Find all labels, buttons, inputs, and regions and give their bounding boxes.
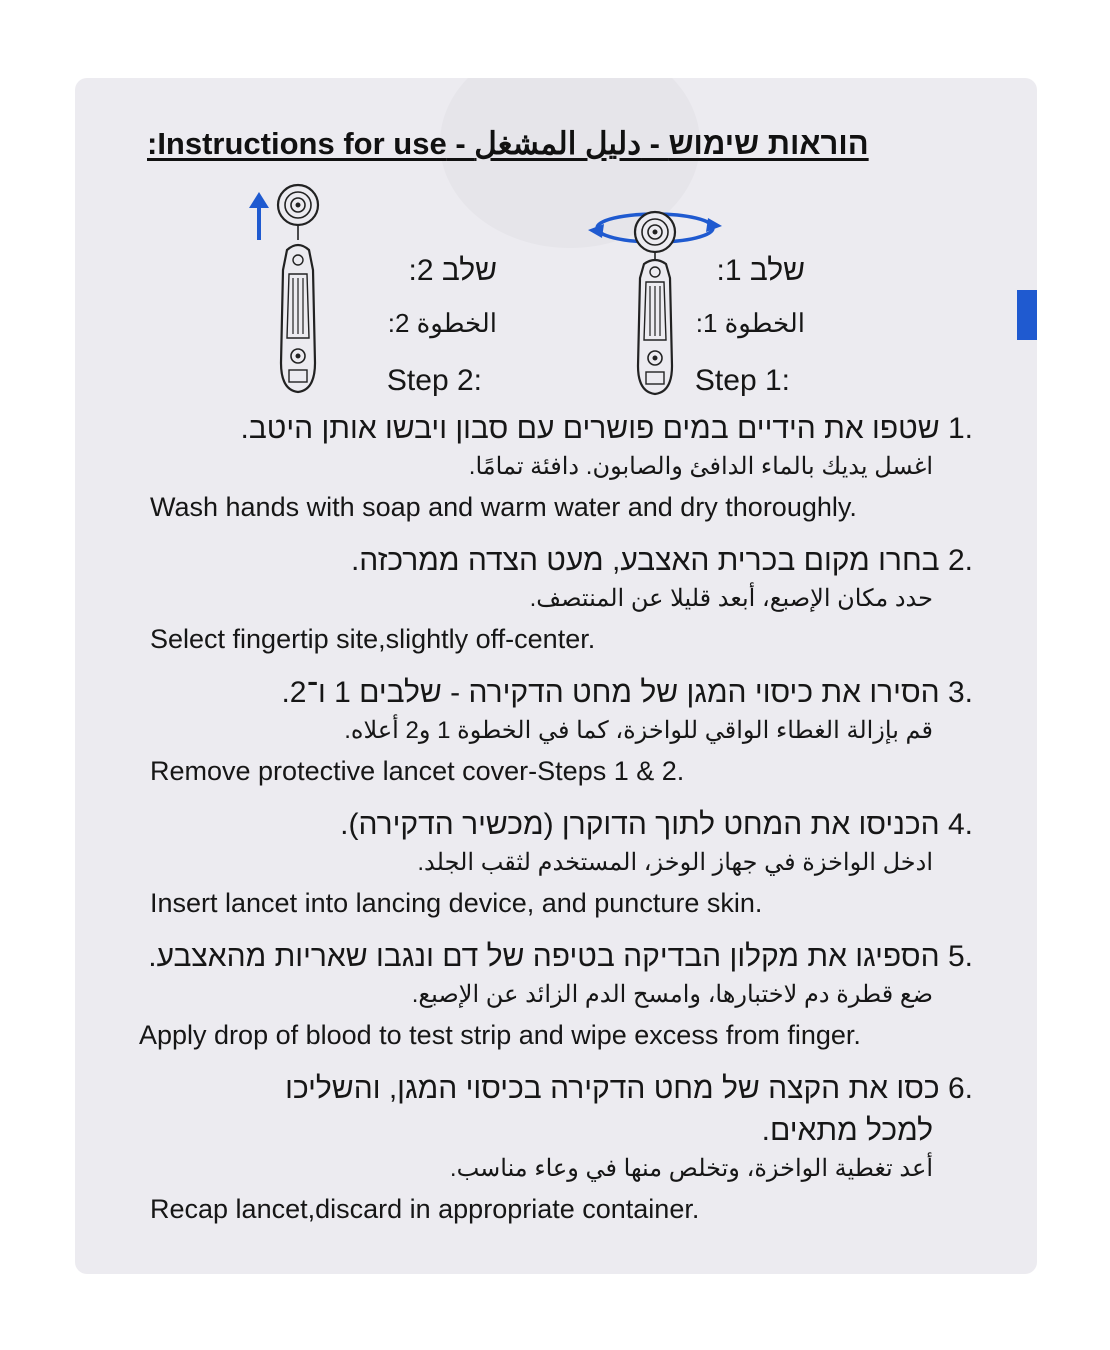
step2-english-label: :Step 2	[386, 364, 482, 397]
blue-edge-tab	[1017, 290, 1037, 340]
step-english: Wash hands with soap and warm water and dry thoroughly.	[150, 492, 857, 522]
instruction-step-6	[150, 1068, 973, 1228]
step-arabic: ضع قطرة دم لاختبارها، وامسح الدم الزائد عن الإصبع.	[411, 981, 933, 1008]
step2-arabic-label: الخطوة 2:	[387, 308, 497, 338]
step-english: Select fingertip site,slightly off-center.	[150, 624, 596, 654]
step-hebrew: .5 הספיגו את מקלון הבדיקה בטיפה של דם ונגבו שאריות מהאצבע.	[148, 940, 973, 973]
title-english: :Instructions for use	[147, 126, 447, 161]
step-english: Insert lancet into lancing device, and puncture skin.	[150, 888, 763, 918]
step-hebrew: .4 הכניסו את המחט לתוך הדוקרן (מכשיר הדקירה).	[340, 808, 973, 841]
step-arabic: ادخل الواخزة في جهاز الوخز، المستخدم لثقب الجلد.	[417, 849, 933, 876]
arrow-up-icon	[249, 192, 269, 240]
step-hebrew: .2 בחרו מקום בכרית האצבע, מעט הצדה ממרכזה.	[350, 544, 973, 577]
step-arabic: أعد تغطية الواخزة، وتخلص منها في وعاء مناسب.	[449, 1155, 933, 1182]
instruction-step-1	[150, 408, 973, 526]
step-arabic: حدد مكان الإصبع، أبعد قليلا عن المنتصف.	[529, 585, 933, 612]
instruction-step-4	[150, 804, 973, 922]
instruction-step-2	[150, 540, 973, 658]
step-hebrew: .1 שטפו את הידיים במים פושרים עם סבון ויבשו אותן היטב.	[240, 412, 973, 445]
step1-english-label: :Step 1	[694, 364, 790, 397]
instruction-step-3	[150, 672, 973, 790]
step-arabic: اغسل يديك بالماء الدافئ والصابون. دافئة تمامًا.	[468, 453, 933, 480]
instruction-step-5	[139, 936, 973, 1054]
step-hebrew: .6 כסו את הקצה של מחט הדקירה בכיסוי המגן, והשליכו	[285, 1072, 973, 1105]
title-arabic: دليل المشغل	[474, 126, 642, 161]
step-hebrew: .3 הסירו את כיסוי המגן של מחט הדקירה - שלבים 1 ו־2.	[281, 676, 973, 709]
step-english: Remove protective lancet cover-Steps 1 & 2.	[150, 756, 685, 786]
lancet-step2-icon	[235, 178, 335, 403]
step-english: Recap lancet,discard in appropriate container.	[150, 1194, 700, 1224]
step1-arabic-label: الخطوة 1:	[695, 308, 805, 338]
instruction-card	[75, 78, 1037, 1274]
step-arabic: قم بإزالة الغطاء الواقي للواخزة، كما في الخطوة 1 و2 أعلاه.	[344, 717, 933, 744]
title-separator: -	[641, 126, 669, 161]
step1-hebrew-label: שלב 1:	[716, 254, 805, 287]
title-hebrew: הוראות שימוש	[668, 126, 869, 161]
page-title	[147, 126, 869, 162]
step-english: Apply drop of blood to test strip and wipe excess from finger.	[139, 1020, 861, 1050]
title-separator: -	[446, 126, 475, 161]
step2-hebrew-label: שלב 2:	[408, 254, 497, 287]
step-hebrew-continued: למכל מתאים.	[761, 1114, 933, 1147]
